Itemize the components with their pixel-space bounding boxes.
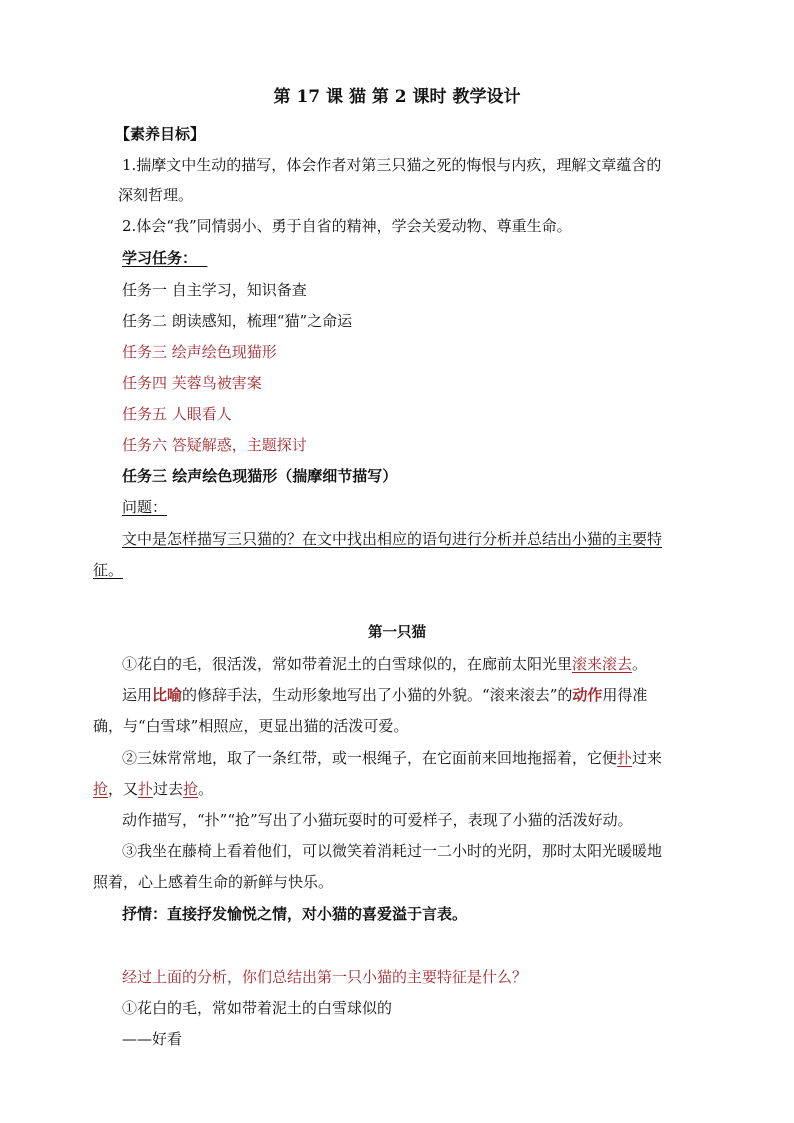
- quote-2-line-2: [93, 779, 704, 799]
- quote-2-line-1: [122, 748, 704, 768]
- task-6: 任务六 答疑解惑，主题探讨: [122, 436, 307, 454]
- first-cat-heading: 第一只猫: [368, 624, 426, 641]
- task-3-heading: 任务三 绘声绘色现猫形（揣摩细节描写）: [122, 467, 398, 485]
- analysis-1-c: 的修辞手法，生动形象地写出了小猫的外貌。“滚来滚去”的: [182, 686, 573, 704]
- question-line-2-text: 征。: [93, 561, 124, 579]
- quote-2-end: 。: [198, 780, 214, 798]
- analysis-1-a: 运用: [122, 686, 153, 704]
- summary-1: ①花白的毛，常如带着泥土的白雪球似的: [122, 999, 393, 1017]
- tasks-heading: [122, 248, 704, 268]
- summary-1-result: ——好看: [122, 1030, 183, 1048]
- task-1: 任务一 自主学习，知识备查: [122, 281, 307, 299]
- analysis-1-line-1: [122, 685, 704, 705]
- objectives-heading: 【素养目标】: [115, 125, 206, 143]
- quote-1-highlight: 滚来滚去: [572, 655, 633, 673]
- task-3: 任务三 绘声绘色现猫形: [122, 343, 277, 361]
- quote-1: [122, 654, 704, 674]
- quote-2-pounce-1: 扑: [617, 749, 633, 767]
- quote-3-line-1: ③我坐在藤椅上看着他们，可以微笑着消耗过一二小时的光阴，那时太阳光暖暖地: [122, 842, 663, 860]
- question-line-1-text: 文中是怎样描写三只猫的？在文中找出相应的语句进行分析并总结出小猫的主要特: [122, 530, 663, 548]
- tasks-heading-text: 学习任务：: [122, 249, 198, 267]
- question-line-1: [122, 529, 704, 549]
- quote-2-a: ②三妹常常地，取了一条红带，或一根绳子，在它面前来回地拖摇着，它便: [122, 749, 618, 767]
- objective-1-line-2: 深刻哲理。: [118, 186, 194, 204]
- quote-2-grab-1: 抢: [93, 780, 109, 798]
- quote-2-c: 过来: [632, 749, 663, 767]
- task-4: 任务四 芙蓉鸟被害案: [122, 374, 262, 392]
- quote-1-text: ①花白的毛，很活泼，常如带着泥土的白雪球似的，在廊前太阳光里: [122, 655, 573, 673]
- analysis-1-metaphor: 比喻: [152, 686, 183, 704]
- analysis-1-e: 用得准: [602, 686, 648, 704]
- objective-2: 2.体会“我”同情弱小、勇于自省的精神，学会关爱动物、尊重生命。: [122, 217, 572, 235]
- quote-2-pounce-2: 扑: [138, 780, 154, 798]
- question-line-2: [93, 560, 704, 580]
- summary-question: 经过上面的分析，你们总结出第一只小猫的主要特征是什么？: [122, 968, 528, 986]
- objective-1-line-1: 1.揣摩文中生动的描写，体会作者对第三只猫之死的悔恨与内疚，理解文章蕴含的: [122, 156, 662, 174]
- analysis-2: 动作描写，“扑”“抢”写出了小猫玩耍时的可爱样子，表现了小猫的活泼好动。: [122, 811, 633, 829]
- quote-3-line-2: 照着，心上感着生命的新鲜与快乐。: [93, 873, 334, 891]
- task-2: 任务二 朗读感知，梳理“猫”之命运: [122, 312, 353, 330]
- task-5: 任务五 人眼看人: [122, 405, 232, 423]
- quote-1-end: 。: [632, 655, 648, 673]
- question-label-text: 问题：: [122, 498, 168, 516]
- analysis-1-line-2: 确，与“白雪球”相照应，更显出猫的活泼可爱。: [93, 717, 409, 735]
- page-title: 第 17 课 猫 第 2 课时 教学设计: [273, 87, 521, 107]
- quote-2-grab-2: 抢: [183, 780, 199, 798]
- quote-2-d: ，又: [108, 780, 139, 798]
- quote-2-e: 过去: [153, 780, 184, 798]
- analysis-1-action: 动作: [572, 686, 603, 704]
- question-label: [122, 497, 704, 517]
- analysis-3: 抒情：直接抒发愉悦之情，对小猫的喜爱溢于言表。: [122, 905, 468, 923]
